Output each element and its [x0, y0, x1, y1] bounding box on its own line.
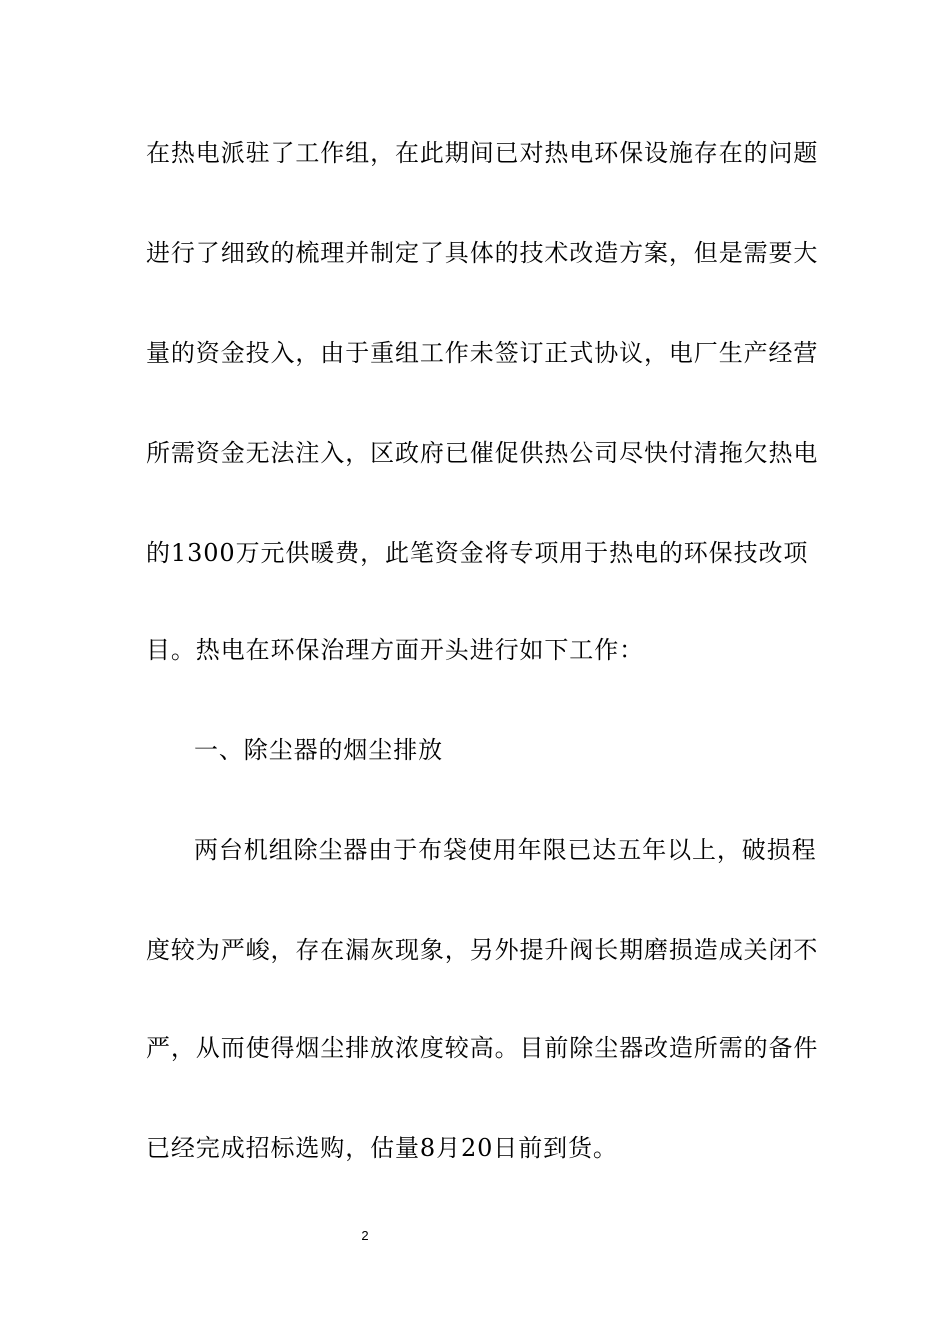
paragraph-line-8: 度较为严峻，存在漏灰现象，另外提升阀长期磨损造成关闭不 — [146, 936, 819, 964]
paragraph-line-10: 已经完成招标选购，估量8月20日前到货。 — [146, 1134, 618, 1162]
paragraph-line-1: 在热电派驻了工作组，在此期间已对热电环保设施存在的问题 — [146, 139, 819, 167]
paragraph-line-6: 目。热电在环保治理方面开头进行如下工作： — [146, 636, 644, 664]
paragraph-line-5: 的1300万元供暖费，此笔资金将专项用于热电的环保技改项 — [146, 539, 809, 567]
paragraph-line-7: 两台机组除尘器由于布袋使用年限已达五年以上，破损程 — [194, 836, 817, 864]
paragraph-line-9: 严，从而使得烟尘排放浓度较高。目前除尘器改造所需的备件 — [146, 1034, 819, 1062]
paragraph-line-3: 量的资金投入，由于重组工作未签订正式协议，电厂生产经营 — [146, 339, 819, 367]
section-heading: 一、除尘器的烟尘排放 — [194, 736, 443, 764]
paragraph-line-2: 进行了细致的梳理并制定了具体的技术改造方案，但是需要大 — [146, 239, 819, 267]
paragraph-line-4: 所需资金无法注入，区政府已催促供热公司尽快付清拖欠热电 — [146, 439, 819, 467]
page-number: 2 — [361, 1228, 369, 1243]
